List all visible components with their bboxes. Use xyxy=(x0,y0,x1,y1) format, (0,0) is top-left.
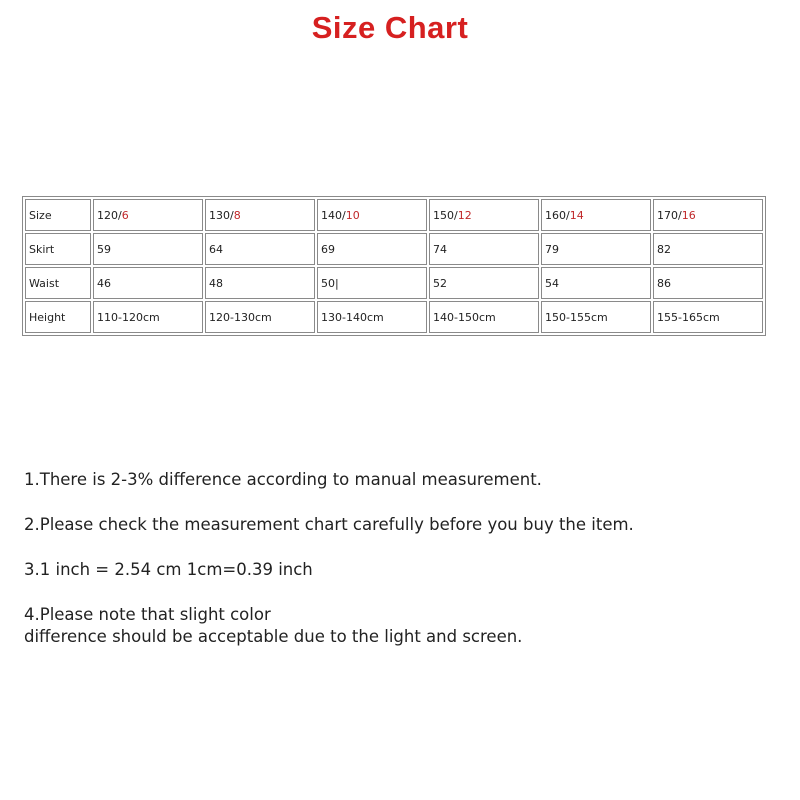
page-title: Size Chart xyxy=(311,10,469,45)
size-number: 130/ xyxy=(209,208,234,222)
size-cell xyxy=(541,199,651,231)
size-number: 160/ xyxy=(545,208,570,222)
note-item xyxy=(24,604,784,648)
table-cell: 140-150cm xyxy=(429,301,539,333)
note-line: 1.There is 2-3% difference according to manual measurement. xyxy=(24,470,542,489)
table-cell: 82 xyxy=(653,233,763,265)
note-line: difference should be acceptable due to the light and screen. xyxy=(24,627,523,646)
size-alt: 8 xyxy=(233,208,241,222)
table-row-height xyxy=(25,301,763,333)
size-cell xyxy=(429,199,539,231)
table-cell: 86 xyxy=(653,267,763,299)
size-cell xyxy=(653,199,763,231)
size-alt: 14 xyxy=(569,208,584,222)
size-cell xyxy=(93,199,203,231)
size-number: 140/ xyxy=(321,208,346,222)
row-label-height: Height xyxy=(25,301,91,333)
size-alt: 16 xyxy=(681,208,696,222)
table-row-skirt xyxy=(25,233,763,265)
size-cell xyxy=(205,199,315,231)
table-cell: 110-120cm xyxy=(93,301,203,333)
table-cell: 120-130cm xyxy=(205,301,315,333)
size-alt: 12 xyxy=(457,208,472,222)
table-cell: 150-155cm xyxy=(541,301,651,333)
size-chart-table xyxy=(22,196,766,336)
note-line: 2.Please check the measurement chart carefully before you buy the item. xyxy=(24,515,634,534)
table-cell: 69 xyxy=(317,233,427,265)
note-item xyxy=(24,514,784,536)
notes-section xyxy=(24,469,784,671)
row-label-size: Size xyxy=(25,199,91,231)
table-row-waist xyxy=(25,267,763,299)
row-label-skirt: Skirt xyxy=(25,233,91,265)
row-label-waist: Waist xyxy=(25,267,91,299)
table-cell: 50| xyxy=(317,267,427,299)
table-cell: 64 xyxy=(205,233,315,265)
table-cell: 59 xyxy=(93,233,203,265)
note-line: 3.1 inch = 2.54 cm 1cm=0.39 inch xyxy=(24,560,313,579)
table-cell: 46 xyxy=(93,267,203,299)
table-cell: 130-140cm xyxy=(317,301,427,333)
table-cell: 54 xyxy=(541,267,651,299)
note-item xyxy=(24,559,784,581)
size-number: 120/ xyxy=(97,208,122,222)
table-row-size xyxy=(25,199,763,231)
size-number: 150/ xyxy=(433,208,458,222)
size-alt: 10 xyxy=(345,208,360,222)
size-cell xyxy=(317,199,427,231)
table-cell: 52 xyxy=(429,267,539,299)
note-item xyxy=(24,469,784,491)
note-line: 4.Please note that slight color xyxy=(24,605,271,624)
table-cell: 48 xyxy=(205,267,315,299)
table-cell: 79 xyxy=(541,233,651,265)
table-cell: 155-165cm xyxy=(653,301,763,333)
table-cell: 74 xyxy=(429,233,539,265)
size-number: 170/ xyxy=(657,208,682,222)
size-alt: 6 xyxy=(121,208,129,222)
